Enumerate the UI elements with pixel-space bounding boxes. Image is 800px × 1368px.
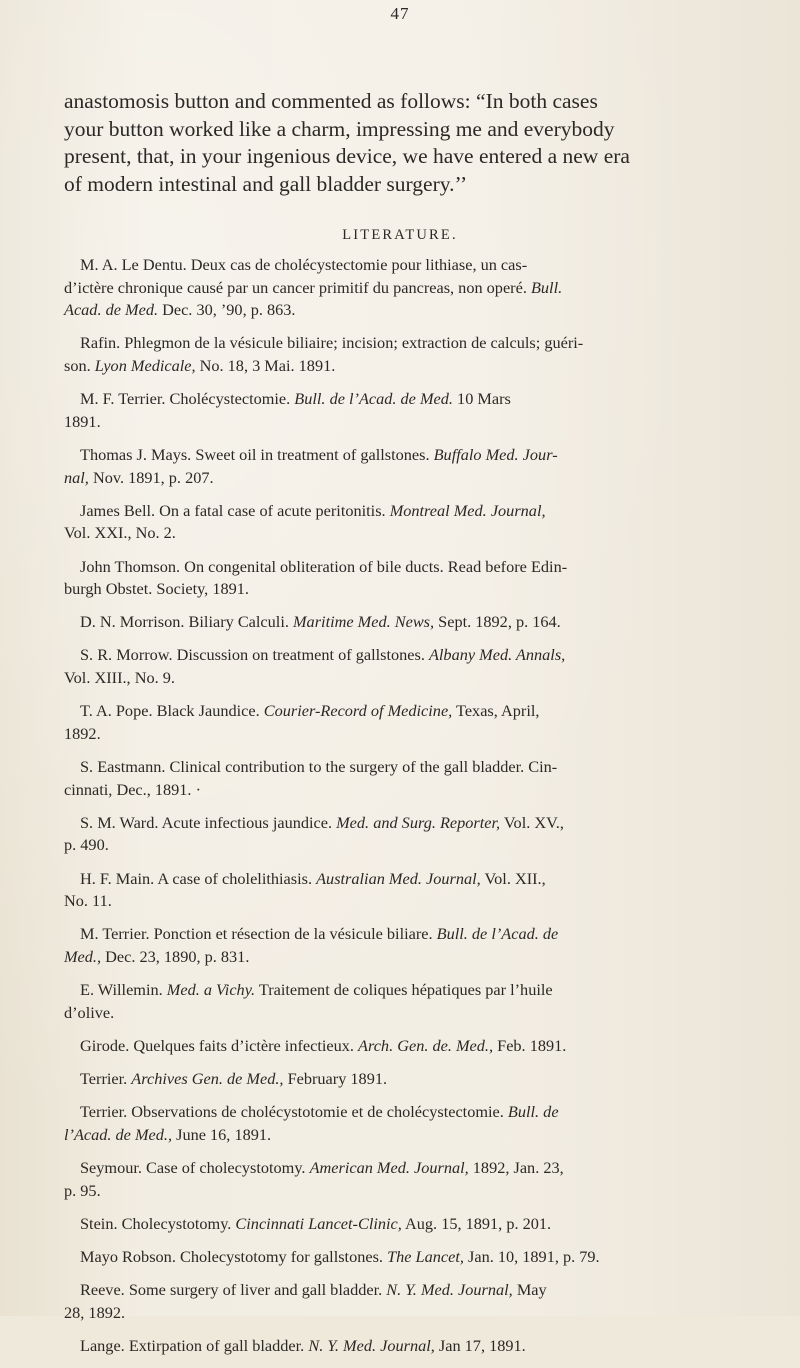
reference-text: 1892. <box>64 723 101 743</box>
reference-text: 1892, Jan. 23, <box>468 1158 564 1178</box>
reference-entry <box>64 812 736 857</box>
reference-text: May <box>512 1280 547 1300</box>
reference-text: Sept. 1892, p. 164. <box>434 612 561 632</box>
journal-title: Lyon Medicale, <box>94 355 196 375</box>
reference-text: d’ictère chronique causé par un cancer primitif du pancreas, non operé. <box>64 277 531 297</box>
reference-text: Aug. 15, 1891, p. 201. <box>401 1213 552 1233</box>
reference-line <box>64 723 736 746</box>
reference-line <box>64 1213 736 1236</box>
reference-entry <box>64 254 736 322</box>
reference-line <box>64 1124 736 1147</box>
reference-entry <box>64 332 736 377</box>
reference-text: No. 18, 3 Mai. 1891. <box>195 355 336 375</box>
journal-title: Montreal Med. Journal, <box>389 500 546 520</box>
journal-title: Cincinnati Lancet-Clinic, <box>235 1213 402 1233</box>
reference-line <box>64 923 736 946</box>
journal-title: Albany Med. Annals, <box>428 645 566 665</box>
reference-line <box>64 277 736 300</box>
reference-text: Mayo Robson. Cholecystotomy for gallstones. <box>80 1247 388 1267</box>
reference-line <box>64 556 736 579</box>
reference-entry <box>64 444 736 489</box>
reference-line <box>64 700 736 723</box>
reference-text: Lange. Extirpation of gall bladder. <box>80 1336 309 1356</box>
reference-text: Reeve. Some surgery of liver and gall bladder. <box>80 1280 387 1300</box>
reference-line <box>64 411 736 434</box>
reference-entry <box>64 923 736 968</box>
reference-line <box>64 890 736 913</box>
reference-text: Nov. 1891, p. 207. <box>88 467 214 487</box>
reference-entry <box>64 1246 736 1269</box>
reference-line <box>64 644 736 667</box>
reference-text: John Thomson. On congenital obliteration of bile ducts. Read before Edin- <box>80 556 568 576</box>
literature-list <box>64 254 736 1368</box>
reference-entry <box>64 1157 736 1202</box>
reference-entry <box>64 700 736 745</box>
reference-line <box>64 611 736 634</box>
reference-text: June 16, 1891. <box>172 1124 272 1144</box>
reference-entry <box>64 1213 736 1236</box>
reference-text: S. Eastmann. Clinical contribution to the surgery of the gall bladder. Cin- <box>80 757 558 777</box>
reference-text: Vol. XV., <box>500 812 564 832</box>
reference-line <box>64 1157 736 1180</box>
reference-line <box>64 834 736 857</box>
reference-entry <box>64 500 736 545</box>
reference-text: 10 Mars <box>452 389 511 409</box>
reference-line <box>64 299 736 322</box>
journal-title: American Med. Journal, <box>309 1158 469 1178</box>
reference-line <box>64 868 736 891</box>
reference-text: Rafin. Phlegmon de la vésicule biliaire; incision; extraction de calculs; guéri- <box>80 333 584 353</box>
reference-text: Terrier. <box>80 1069 132 1089</box>
journal-title: Arch. Gen. de. Med., <box>358 1035 494 1055</box>
journal-title: The Lancet, <box>387 1247 464 1267</box>
reference-line <box>64 1335 736 1358</box>
reference-entry <box>64 1068 736 1091</box>
intro-paragraph <box>64 88 736 198</box>
reference-text: Jan 17, 1891. <box>434 1336 526 1356</box>
reference-line <box>64 779 736 802</box>
reference-entry <box>64 611 736 634</box>
journal-title: N. Y. Med. Journal, <box>386 1280 513 1300</box>
reference-text: Vol. XII., <box>480 868 546 888</box>
reference-line <box>64 578 736 601</box>
reference-entry <box>64 1035 736 1058</box>
reference-text: T. A. Pope. Black Jaundice. <box>80 701 264 721</box>
reference-text: Jan. 10, 1891, p. 79. <box>463 1247 600 1267</box>
reference-line <box>64 1002 736 1025</box>
reference-text: D. N. Morrison. Biliary Calculi. <box>80 612 293 632</box>
intro-line: present, that, in your ingenious device, we have entered a new era <box>64 144 630 168</box>
reference-text: p. 490. <box>64 835 109 855</box>
reference-text: d’olive. <box>64 1002 115 1022</box>
reference-text: Seymour. Case of cholecystotomy. <box>80 1158 310 1178</box>
reference-entry <box>64 868 736 913</box>
reference-text: p. 95. <box>64 1180 101 1200</box>
reference-text: cinnati, Dec., 1891. · <box>64 779 201 799</box>
reference-text: 28, 1892. <box>64 1302 126 1322</box>
reference-text: S. R. Morrow. Discussion on treatment of gallstones. <box>80 645 429 665</box>
journal-title: Acad. de Med. <box>64 300 159 320</box>
journal-title: Archives Gen. de Med., <box>131 1069 284 1089</box>
reference-text: Terrier. Observations de cholécystotomie et de cholécystectomie. <box>80 1102 508 1122</box>
reference-entry <box>64 1335 736 1358</box>
section-heading: LITERATURE. <box>342 227 458 243</box>
reference-line <box>64 254 736 277</box>
reference-text: No. 11. <box>64 891 112 911</box>
reference-text: February 1891. <box>283 1069 388 1089</box>
journal-title: l’Acad. de Med., <box>64 1124 173 1144</box>
reference-line <box>64 1068 736 1091</box>
reference-text: Thomas J. Mays. Sweet oil in treatment of gallstones. <box>80 444 434 464</box>
reference-text: M. F. Terrier. Cholécystectomie. <box>80 389 295 409</box>
reference-text: E. Willemin. <box>80 980 167 1000</box>
reference-line <box>64 467 736 490</box>
reference-text: S. M. Ward. Acute infectious jaundice. <box>80 812 337 832</box>
reference-line <box>64 1180 736 1203</box>
journal-title: nal, <box>64 467 89 487</box>
reference-line <box>64 1035 736 1058</box>
journal-title: Bull. de l’Acad. de Med. <box>294 389 453 409</box>
reference-text: James Bell. On a fatal case of acute peritonitis. <box>80 500 390 520</box>
reference-line <box>64 667 736 690</box>
reference-line <box>64 522 736 545</box>
reference-line <box>64 1246 736 1269</box>
reference-entry <box>64 1279 736 1324</box>
reference-text: Texas, April, <box>452 701 540 721</box>
reference-entry <box>64 644 736 689</box>
reference-text: M. Terrier. Ponction et résection de la vésicule biliare. <box>80 924 437 944</box>
journal-title: Australian Med. Journal, <box>316 868 481 888</box>
journal-title: Bull. de <box>507 1102 559 1122</box>
journal-title: Bull. <box>530 277 563 297</box>
journal-title: Courier-Record of Medicine, <box>263 701 453 721</box>
reference-text: Girode. Quelques faits d’ictère infectieux. <box>80 1035 359 1055</box>
reference-entry <box>64 388 736 433</box>
reference-line <box>64 444 736 467</box>
intro-line: of modern intestinal and gall bladder surgery.’’ <box>64 171 468 196</box>
reference-entry <box>64 1101 736 1146</box>
journal-title: Med., <box>64 946 102 966</box>
reference-text: Dec. 30, ’90, p. 863. <box>158 300 296 320</box>
reference-entry <box>64 756 736 801</box>
reference-text: Traitement de coliques hépatiques par l’huile <box>255 980 553 1000</box>
reference-line <box>64 500 736 523</box>
reference-line <box>64 979 736 1002</box>
journal-title: Maritime Med. News, <box>293 612 435 632</box>
reference-text: Stein. Cholecystotomy. <box>80 1213 236 1233</box>
reference-line <box>64 1279 736 1302</box>
journal-title: Buffalo Med. Jour- <box>433 444 558 464</box>
reference-entry <box>64 556 736 601</box>
reference-entry <box>64 979 736 1024</box>
reference-text: 1891. <box>64 411 101 431</box>
reference-text: burgh Obstet. Society, 1891. <box>64 579 249 599</box>
intro-line: your button worked like a charm, impressing me and everybody <box>64 116 615 141</box>
reference-text: H. F. Main. A case of cholelithiasis. <box>80 868 317 888</box>
reference-text: son. <box>64 355 95 375</box>
journal-title: Bull. de l’Acad. de <box>436 924 559 944</box>
intro-line: anastomosis button and commented as follows: “In both cases <box>64 89 598 113</box>
reference-line <box>64 1302 736 1325</box>
reference-line <box>64 355 736 378</box>
reference-line <box>64 332 736 355</box>
reference-text: Dec. 23, 1890, p. 831. <box>101 946 250 966</box>
reference-line <box>64 812 736 835</box>
reference-text: Vol. XXI., No. 2. <box>64 523 176 543</box>
journal-title: Med. and Surg. Reporter, <box>336 812 501 832</box>
reference-text: Feb. 1891. <box>493 1035 567 1055</box>
reference-text: M. A. Le Dentu. Deux cas de cholécystectomie pour lithiase, un cas- <box>80 255 528 274</box>
journal-title: Med. a Vichy. <box>166 980 256 1000</box>
reference-line <box>64 1101 736 1124</box>
reference-text: Vol. XIII., No. 9. <box>64 668 175 688</box>
journal-title: N. Y. Med. Journal, <box>308 1336 435 1356</box>
reference-line <box>64 756 736 779</box>
reference-line <box>64 946 736 969</box>
page-number: 47 <box>390 4 410 23</box>
reference-line <box>64 388 736 411</box>
